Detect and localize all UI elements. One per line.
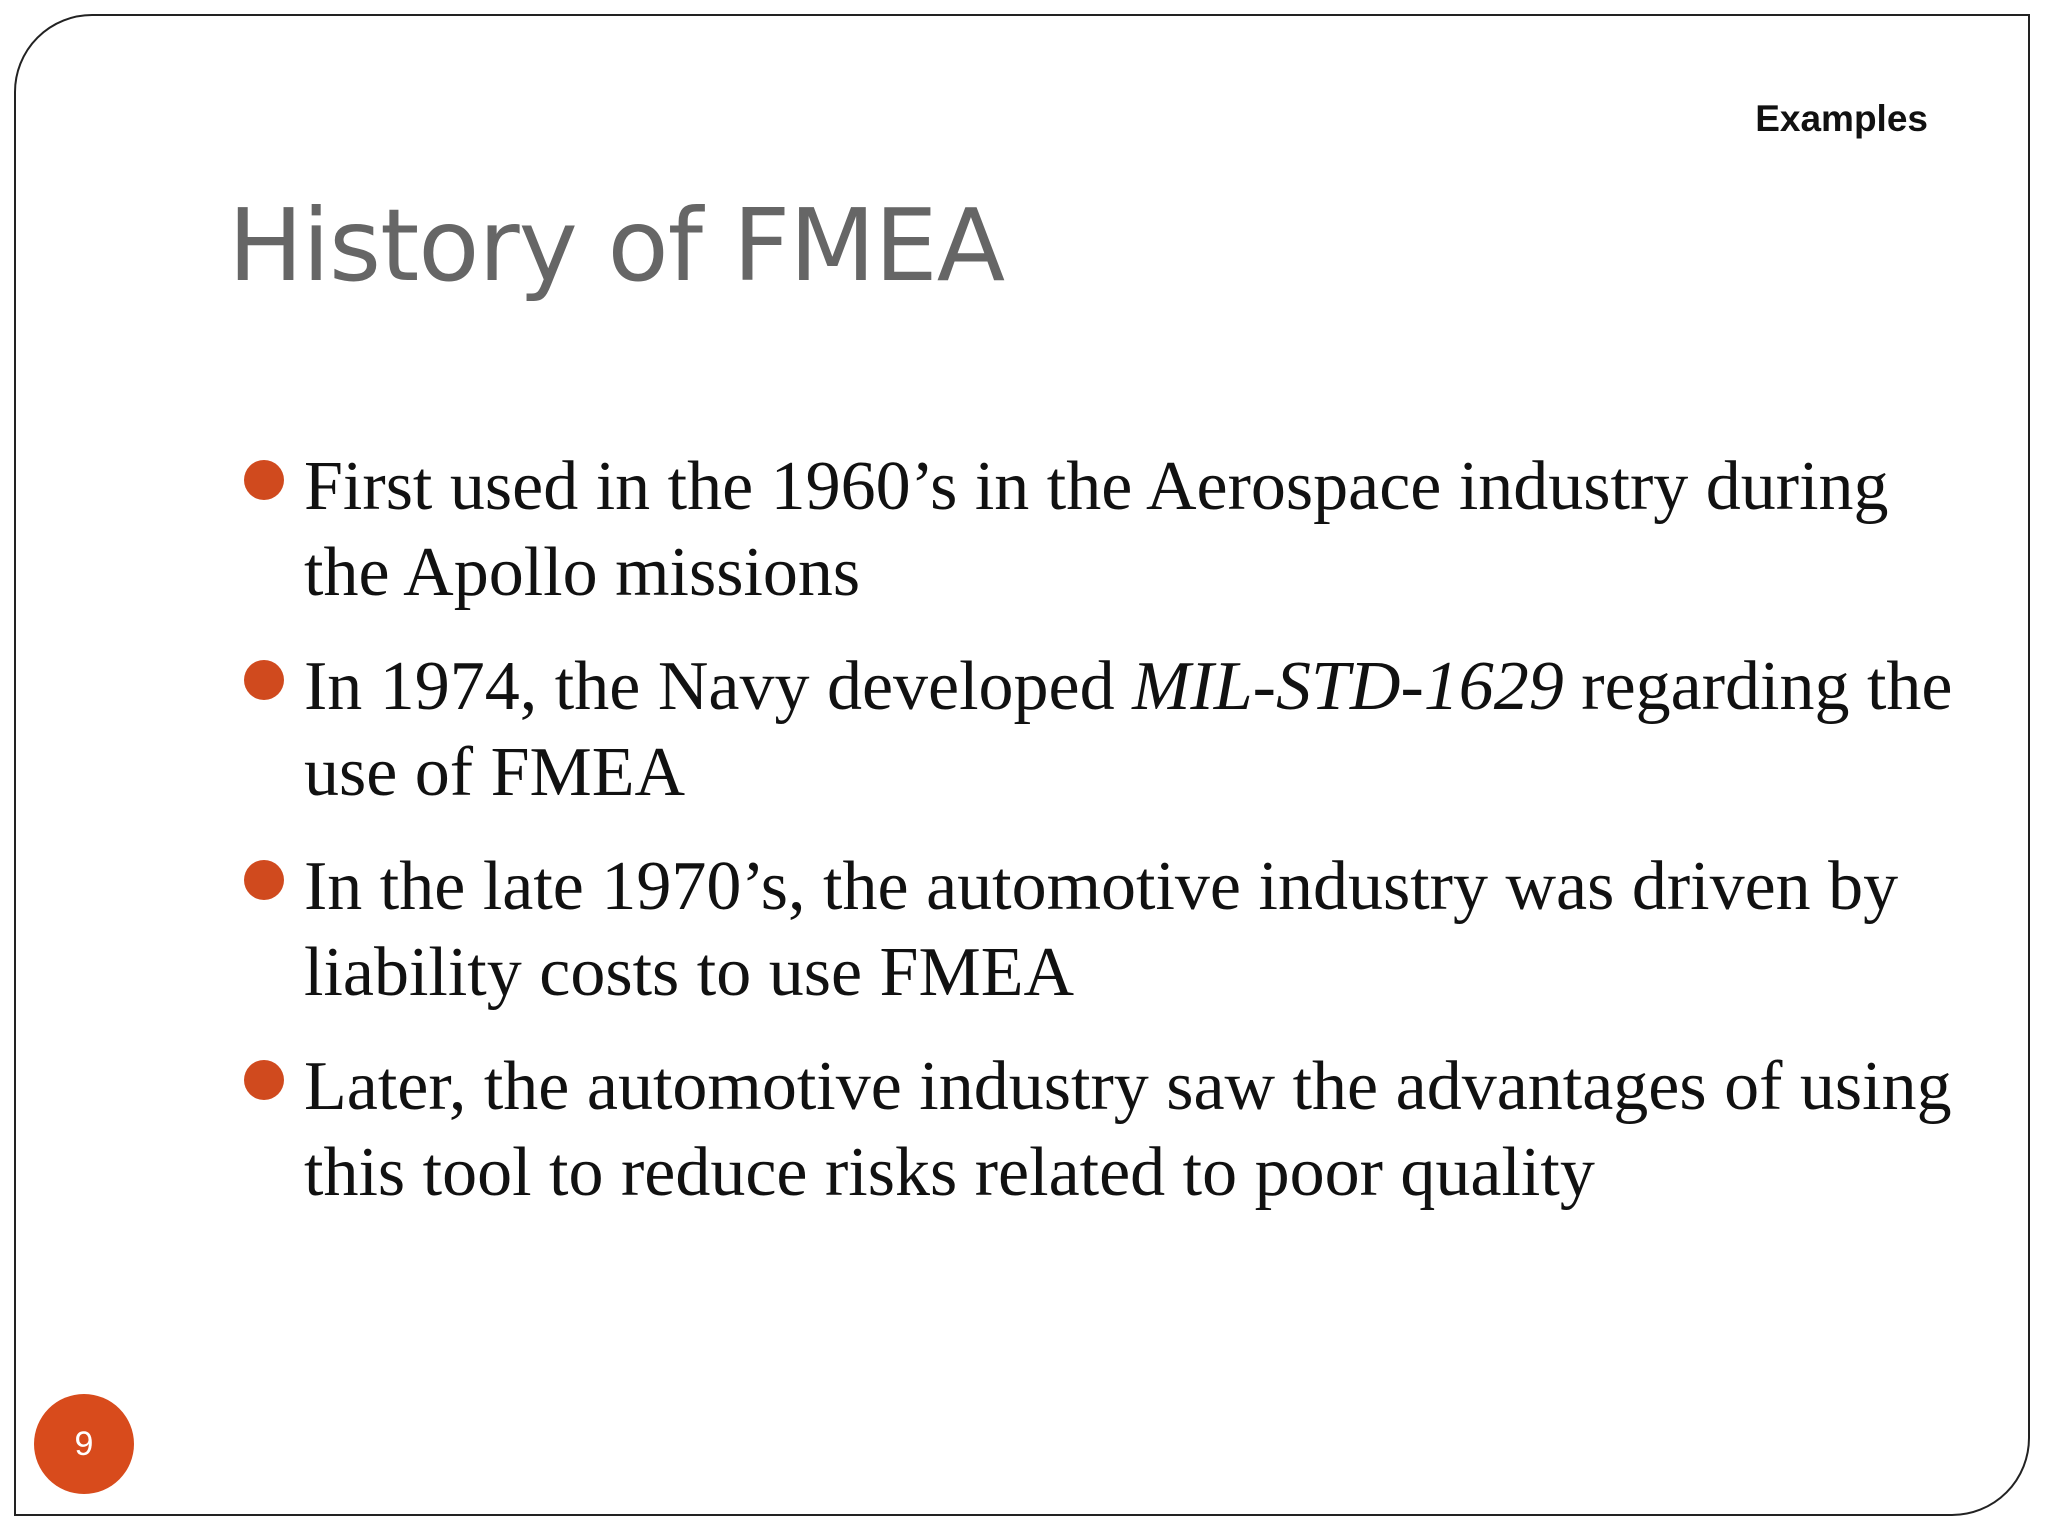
bullet-dot-icon bbox=[244, 660, 284, 700]
bullet-text: Later, the automotive industry saw the advantages of using this tool to reduce risks related to poor quality bbox=[304, 1048, 1952, 1211]
bullet-item bbox=[236, 844, 1956, 1016]
bullet-text: In the late 1970’s, the automotive industry was driven by liability costs to use FMEA bbox=[304, 848, 1899, 1011]
bullet-dot-icon bbox=[244, 860, 284, 900]
bullet-dot-icon bbox=[244, 1060, 284, 1100]
bullet-text-before: In 1974, the Navy developed bbox=[304, 648, 1133, 725]
bullet-dot-icon bbox=[244, 460, 284, 500]
bullet-item bbox=[236, 1044, 1956, 1216]
standard-name: MIL-STD-1629 bbox=[1132, 648, 1564, 725]
bullet-item bbox=[236, 644, 1956, 816]
section-label: Examples bbox=[1755, 98, 1928, 139]
bullet-item bbox=[236, 444, 1956, 616]
slide-title: History of FMEA bbox=[228, 187, 1005, 304]
bullet-text-after: regarding the use of FMEA bbox=[304, 648, 1953, 811]
bullet-text: First used in the 1960’s in the Aerospace industry during the Apollo missions bbox=[304, 448, 1889, 611]
bullet-list bbox=[236, 444, 1956, 1244]
page-number-badge: 9 bbox=[34, 1394, 134, 1494]
bullet-text bbox=[304, 648, 1953, 811]
slide bbox=[14, 14, 2030, 1516]
